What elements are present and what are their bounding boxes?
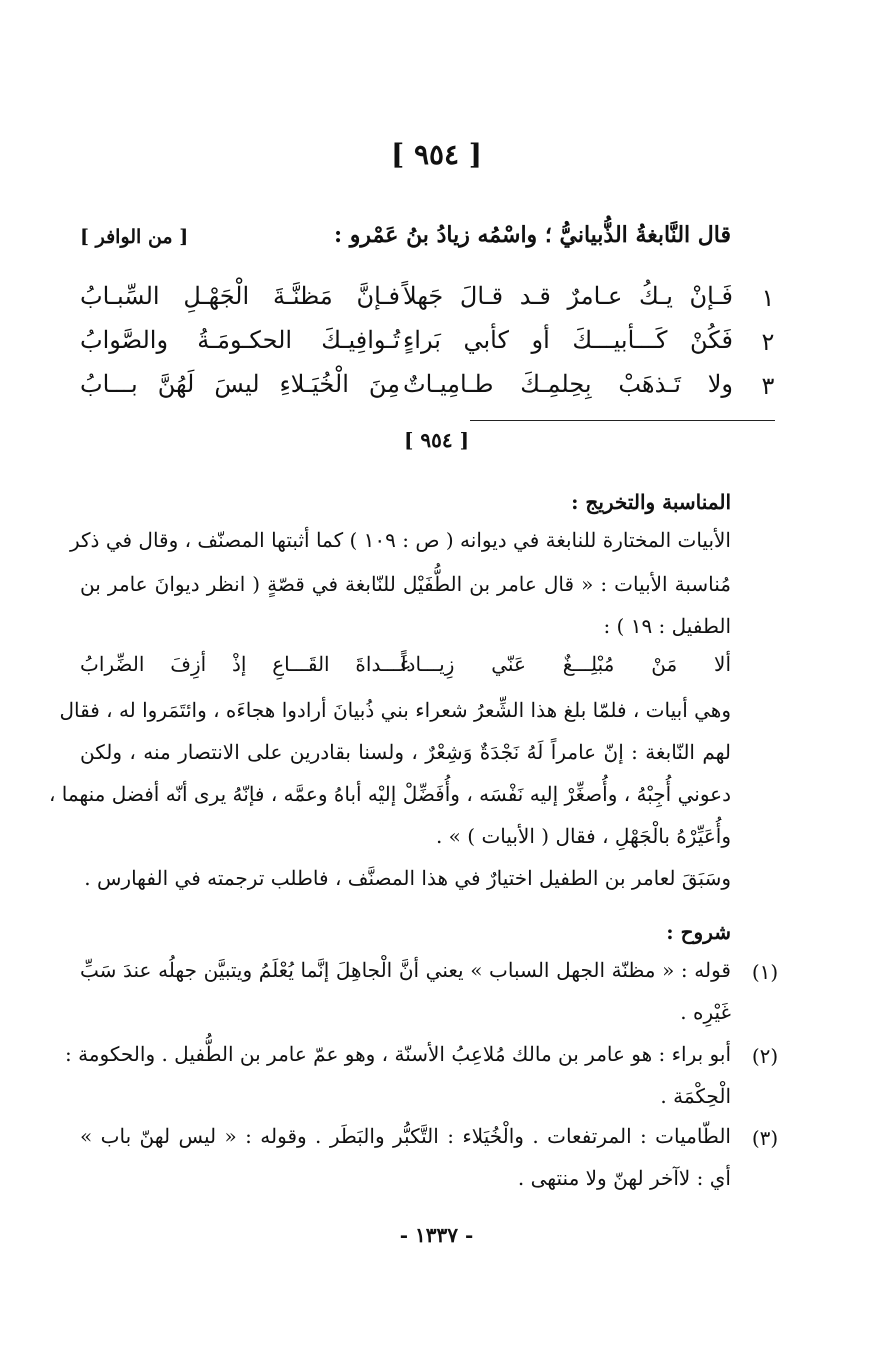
verse-first-hemistich: فَـإنْ يـكُ عـامرٌ قـد قـالَ جَهلاً [403,282,733,310]
note-line: الطّاميات : المرتفعات . والْخُيَلاء : التَّكبُّر والبَطَر . وقوله : « ليس لهنّ باب » [80,1124,731,1148]
section-heading: شروح : [666,920,731,944]
note-number: (٣) [751,1126,779,1150]
verse-first-hemistich: ولا تَـذهَبْ بِحِلمِـكَ طـامِيـاتٌ [403,370,733,398]
poem-intro-text: قال النَّابغةُ الذُّبيانيُّ ؛ واسْمُه زيادُ بنُ عَمْرو : [334,222,731,248]
note-line: قوله : « مظنّة الجهل السباب » يعني أنَّ الْجاهِلَ إنَّما يُعْلَمُ ويتبيَّن جهلُه عندَ سَبِّ [80,958,731,982]
quoted-verse [80,652,731,688]
verse-number: ١ [761,284,775,312]
verse-second-hemistich: تُـوافِيـكَ الحكـومَـةُ والصَّوابُ [80,326,400,354]
verse-second-hemistich: فـإنَّ مَظنَّـةَ الْجَهْـلِ السِّبـابُ [80,282,400,310]
paragraph-line: الأبيات المختارة للنابغة في ديوانه ( ص : ١٠٩ ) كما أثبتها المصنّف ، وقال في ذكر [70,528,731,552]
paragraph-line: دعوني أُجِبْهُ ، وأُصغِّرْ إليه نَفْسَه ، وأُفَضِّلْ إليْه أباهُ وعمَّه ، فإنّهُ يرى أنّه أفضل منهما ، [48,782,731,806]
verse-number: ٣ [761,372,775,400]
note-number: (٢) [751,1044,779,1068]
poem-intro [80,222,731,262]
note-line: غَيْرِه . [680,1000,731,1024]
verse-number: ٢ [761,328,775,356]
note-line: الْحِكْمَة . [660,1084,731,1108]
poem-number-small: [ ٩٥٤ ] [403,428,470,452]
separator-rule [470,420,775,421]
note-line: أي : لاآخر لهنّ ولا منتهى . [517,1166,731,1190]
poem-meter-label: [ من الوافر ] [80,226,189,248]
verse-row [80,282,783,328]
page-number: - ١٣٣٧ - [399,1223,474,1247]
paragraph-line: وأُعَيِّرْهُ بالْجَهْلِ ، فقال ( الأبيات ) » . [435,824,731,848]
paragraph-line: وهي أبيات ، فلمّا بلغ هذا الشِّعرُ شعراء بني ذُبيانَ أرادوا هجاءَه ، وائتَمَروا له ، فقال [59,698,731,722]
verse-second-hemistich: مِنَ الْخُيَـلاءِ ليسَ لَهُنَّ بـــابُ [80,370,400,398]
verse-row [80,326,783,372]
verse-first-hemistich: فَكُنْ كَـــأبيـــكَ أو كأبي بَراءٍ [403,326,733,354]
quoted-verse-first: ألا مَنْ مُبْلِـــغٌ عَنّي زِيـــاداً [401,652,731,676]
section-heading: المناسبة والتخريج : [571,490,731,514]
paragraph-line: الطفيل : ١٩ ) : [603,614,731,638]
paragraph-line: وسَبَقَ لعامر بن الطفيل اختيارٌ في هذا المصنَّف ، فاطلب ترجمته في الفهارس . [84,866,731,890]
paragraph-line: لهم النّابغة : إنّ عامراً لَهُ نَجْدَةٌ وَشِعْرٌ ، ولسنا بقادرين على الانتصار منه ، ولكن [80,740,731,764]
note-line: أبو براء : هو عامر بن مالك مُلاعِبُ الأسنّة ، وهو عمّ عامر بن الطُّفيل . والحكومة : [64,1042,731,1066]
note-number: (١) [751,960,779,984]
verse-row [80,370,783,416]
poem-number-heading: [ ٩٥٤ ] [390,138,483,171]
paragraph-line: مُناسبة الأبيات : « قال عامر بن الطُّفَيْل للنّابغة في قصّةٍ ( انظر ديوانَ عامر بن [80,572,731,596]
quoted-verse-second: غَـــداةَ القَـــاعِ إذْ أزِفَ الضِّرابُ [80,652,410,676]
